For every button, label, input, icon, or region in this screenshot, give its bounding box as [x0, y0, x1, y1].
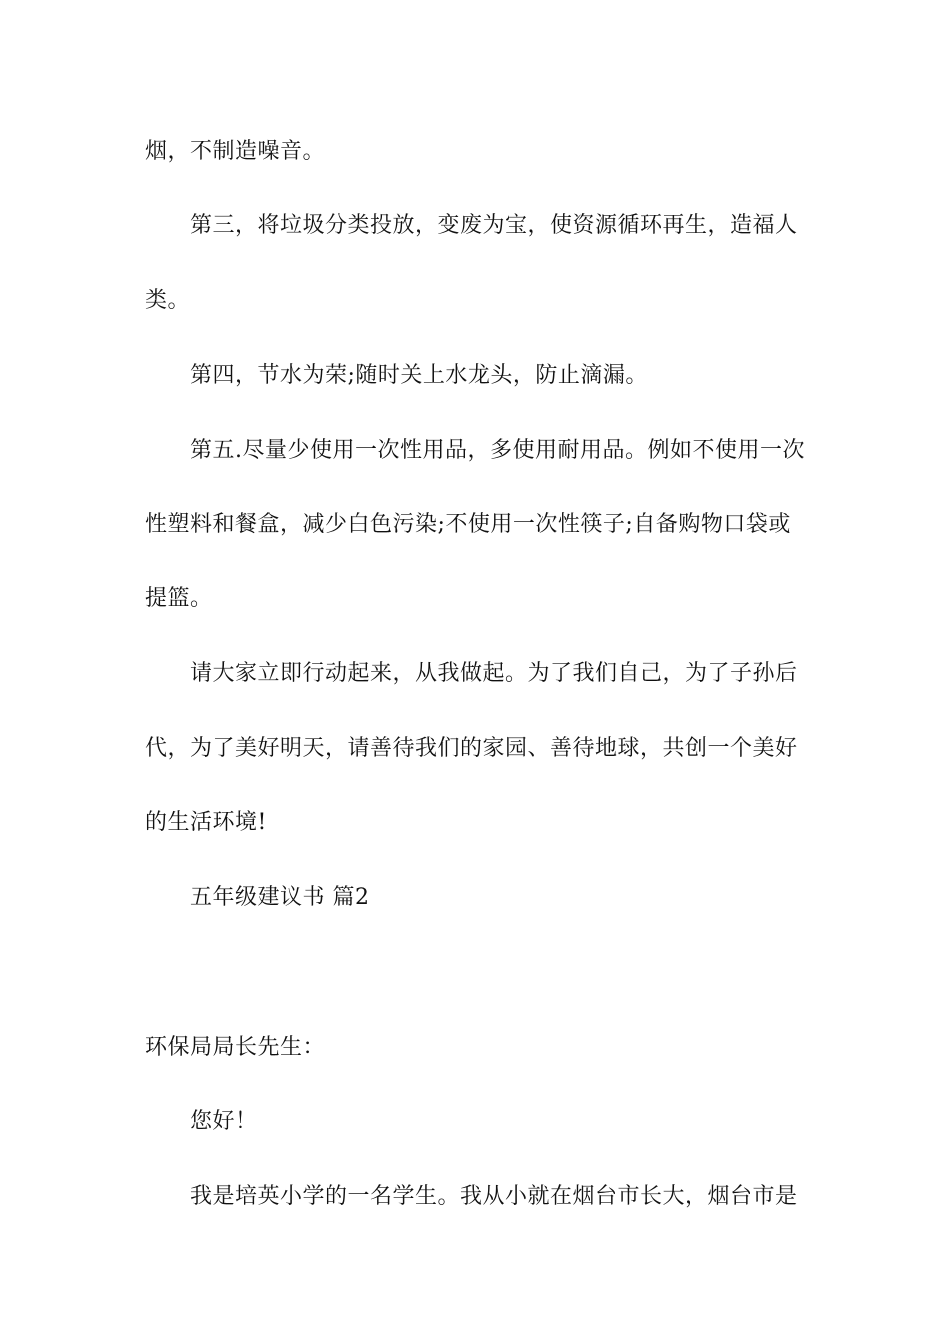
salutation: 环保局局长先生： — [145, 1035, 326, 1060]
paragraph-line: 类。 — [145, 288, 191, 313]
paragraph-line: 提篮。 — [145, 586, 213, 611]
paragraph-line: 第五.尽量少使用一次性用品，多使用耐用品。例如不使用一次 — [190, 438, 805, 463]
paragraph-line: 请大家立即行动起来，从我做起。为了我们自己，为了子孙后 — [190, 661, 798, 686]
paragraph-line: 第三，将垃圾分类投放，变废为宝，使资源循环再生，造福人 — [190, 213, 798, 238]
paragraph-line: 代，为了美好明天，请善待我们的家园、善待地球，共创一个美好 — [145, 736, 798, 761]
paragraph-line: 我是培英小学的一名学生。我从小就在烟台市长大，烟台市是 — [190, 1184, 798, 1209]
paragraph-line: 第四，节水为荣;随时关上水龙头，防止滴漏。 — [190, 363, 648, 388]
greeting: 您好！ — [190, 1109, 258, 1134]
paragraph-line: 性塑料和餐盒，减少白色污染;不使用一次性筷子;自备购物口袋或 — [145, 512, 791, 537]
section-heading: 五年级建议书 篇2 — [190, 885, 370, 910]
paragraph-line: 的生活环境! — [145, 810, 267, 835]
paragraph-line: 烟，不制造噪音。 — [145, 139, 326, 164]
